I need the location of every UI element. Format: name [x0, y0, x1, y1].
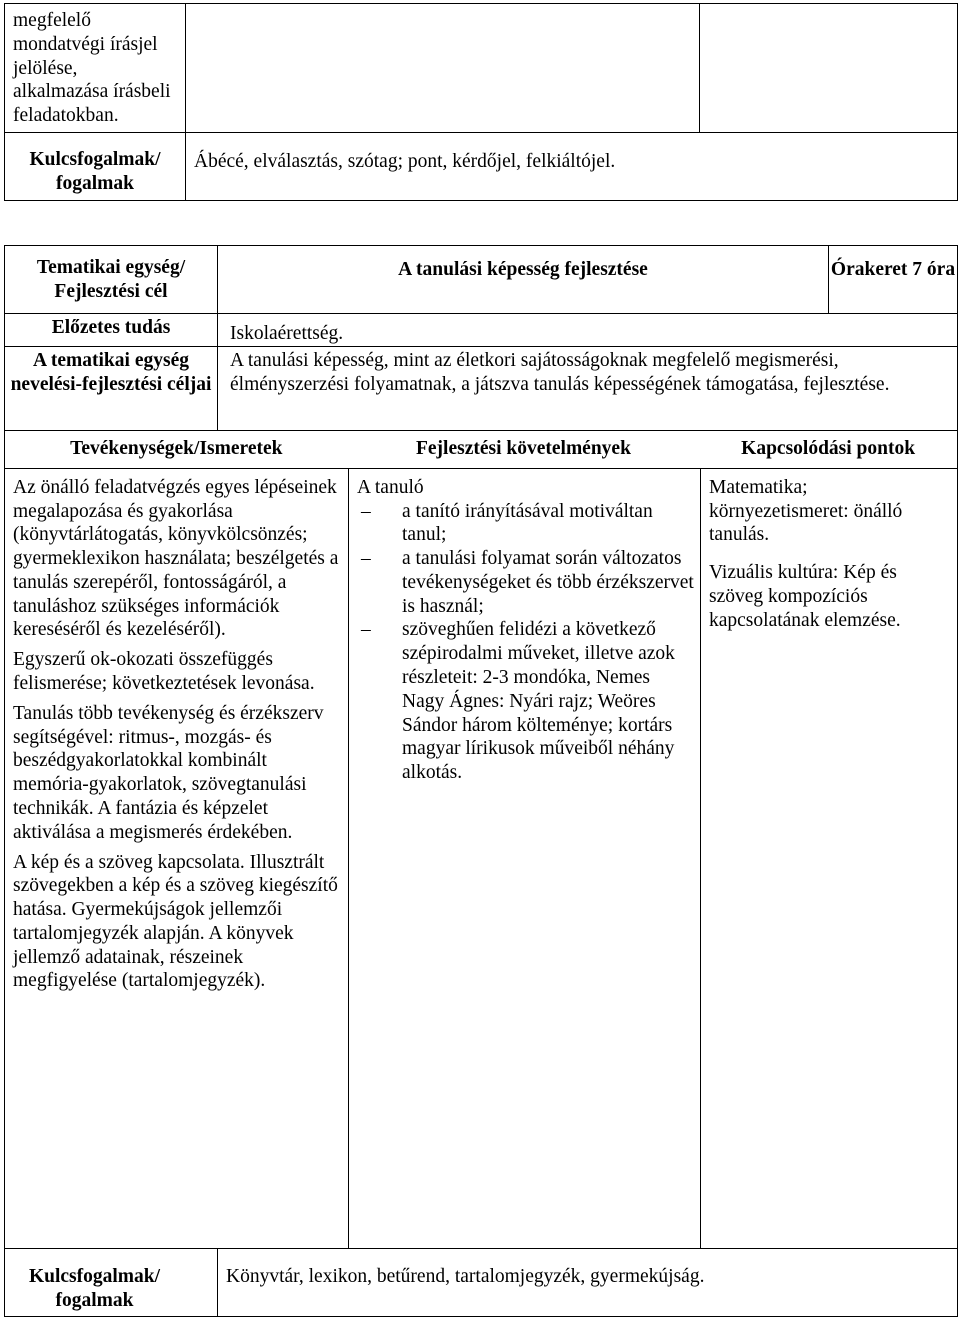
key-concepts-value: Ábécé, elválasztás, szótag; pont, kérdőjel, felkiáltójel. [194, 150, 616, 172]
top-table [4, 3, 958, 201]
top-row-empty-cell [186, 4, 700, 133]
key-concepts-value-cell [218, 1248, 958, 1316]
header-requirements: Fejlesztési követelmények [415, 437, 631, 459]
requirements-item: – a tanulási folyamat során változatos tevékenységeket és több érzékszervet is használ; [357, 547, 694, 618]
goals-label: A tematikai egység nevelési-fejlesztési céljai [10, 349, 212, 395]
requirements-item: – a tanító irányításával motiváltan tanul; [357, 500, 694, 548]
activities-item: Az önálló feladatvégzés egyes lépéseinek megalapozása és gyakorlása (könyvtárlátogatás, könyvkölcsönzés; gyermeklexikon használata; beszélgetés a tanulás szerepéről, fontosságáról, a tanuláshoz szükséges információk kereséséről és kezeléséről). [13, 476, 339, 641]
column-headers-cell [5, 430, 958, 468]
prior-label-cell [5, 314, 218, 347]
unit-table [4, 245, 958, 1317]
requirements-item: – szöveghűen felidézi a következő szépirodalmi műveket, illetve azok részleteit: 2-3 mondóka, Nemes Nagy Ágnes: Nyári rajz; Weöres Sándor három költeménye; kortárs magyar lírikusok műveiből néhány alkotás. [357, 618, 694, 784]
goals-label-cell [5, 346, 218, 430]
top-row-text: megfelelő mondatvégi írásjel jelölése, alkalmazása írásbeli feladatokban. [13, 10, 171, 127]
hours-cell [829, 246, 958, 314]
connections-cell [701, 468, 958, 1248]
header-connections: Kapcsolódási pontok [741, 437, 916, 459]
header-activities: Tevékenységek/Ismeretek [70, 437, 283, 459]
key-concepts-label-cell [5, 132, 186, 200]
activities-item: A kép és a szöveg kapcsolata. Illusztrált szövegekben a kép és a szöveg kiegészítő hatása. Gyermekújságok jellemzői tartalomjegyzék alapján. A könyvek jellemző adatainak, részeinek megfigyelése (tartalomjegyzék). [13, 851, 338, 992]
key-concepts-value: Könyvtár, lexikon, betűrend, tartalomjegyzék, gyermekújság. [226, 1265, 705, 1287]
top-row-text-cell [5, 4, 186, 133]
activities-cell [5, 468, 349, 1248]
top-row-empty-cell [700, 4, 958, 133]
activities-item: Egyszerű ok-okozati összefüggés felismerése; következtetések levonása. [13, 649, 315, 695]
key-concepts-value-cell [186, 132, 958, 200]
requirements-list [357, 500, 694, 785]
prior-value-cell [218, 314, 958, 347]
key-concepts-label: Kulcsfogalmak/ fogalmak [29, 148, 161, 194]
goals-value: A tanulási képesség, mint az életkori sajátosságoknak megfelelő megismerési, élményszerzési folyamatnak, a játszva tanulás képességének támogatása, fejlesztése. [230, 349, 890, 395]
key-concepts-label-cell [5, 1248, 218, 1316]
requirements-intro: A tanuló [357, 476, 424, 498]
connections-item: Vizuális kultúra: Kép és szöveg kompozíciós kapcsolatának elemzése. [709, 562, 901, 631]
hours-label: Órakeret 7 óra [830, 259, 956, 280]
thematic-label: Tematikai egység/ Fejlesztési cél [36, 257, 186, 302]
prior-label: Előzetes tudás [51, 317, 171, 338]
activities-item: Tanulás több tevékenység és érzékszerv segítségével: ritmus-, mozgás- és beszédgyakorlatokkal kombinált memória-gyakorlatok, szövegtanulási technikák. A fantázia és képzelet aktiválása a megismerés érdekében. [13, 702, 324, 843]
thematic-title: A tanulási képesség fejlesztése [398, 259, 648, 280]
thematic-label-cell [5, 246, 218, 314]
key-concepts-label: Kulcsfogalmak/ fogalmak [28, 1265, 161, 1311]
goals-value-cell [218, 346, 958, 430]
prior-value: Iskolaérettség. [230, 323, 344, 344]
requirements-cell [349, 468, 701, 1248]
thematic-title-cell [218, 246, 829, 314]
connections-item: Matematika; környezetismeret: önálló tanulás. [709, 476, 903, 546]
